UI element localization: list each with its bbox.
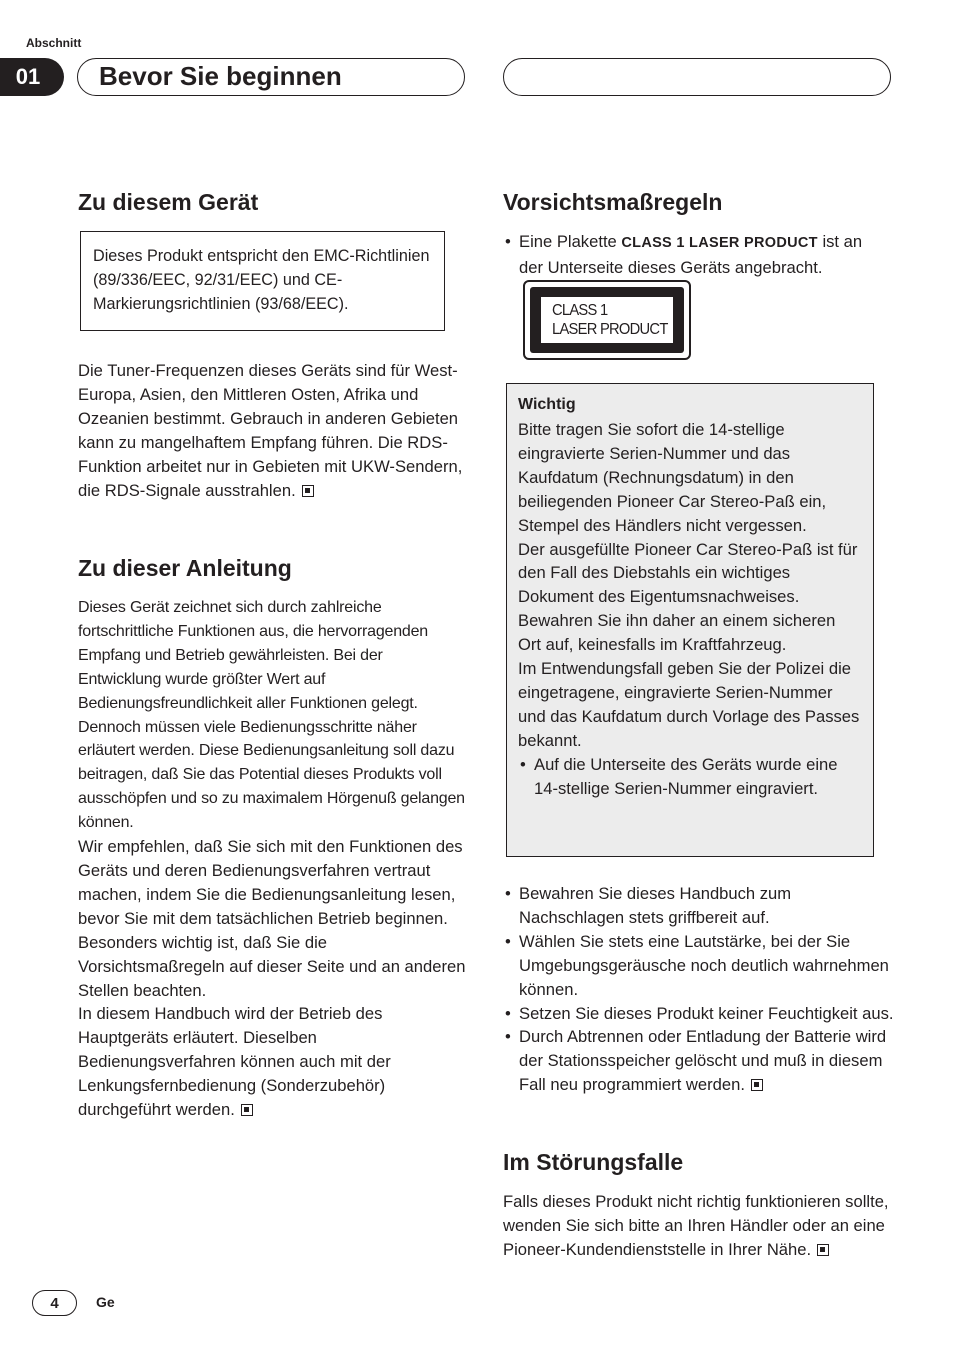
list-item: • Bewahren Sie dieses Handbuch zum Nachschlagen stets griffbereit auf. [503, 882, 895, 930]
language-code: Ge [96, 1294, 115, 1310]
bullet-text: Durch Abtrennen oder Entladung der Batterie wird der Stationsspeicher gelöscht und muß in diesem Fall neu programmiert werden. [519, 1027, 887, 1095]
laser-bullet [503, 230, 889, 280]
heading-zu-diesem-geraet: Zu diesem Gerät [78, 189, 259, 215]
list-item [503, 230, 889, 280]
important-para-3: Im Entwendungsfall geben Sie der Polizei die eingetragene, eingravierte Serien-Nummer und das Kaufdatum durch Vorlage des Passes bekannt. [518, 659, 860, 750]
trouble-text: Falls dieses Produkt nicht richtig funktionieren sollte, wenden Sie sich bitte an Ihren Händler oder an eine Pioneer-Kundendienststelle in Ihrer Nähe. [503, 1192, 889, 1259]
page-number: 4 [32, 1290, 77, 1316]
compliance-text: Dieses Produkt entspricht den EMC-Richtlinien (89/336/EEC, 92/31/EEC) und CE-Markierungsrichtlinien (93/68/EEC). [93, 247, 430, 313]
list-item: • Wählen Sie stets eine Lautstärke, bei der Sie Umgebungsgeräusche noch deutlich wahrnehmen können. [503, 930, 895, 1002]
important-title: Wichtig [518, 396, 576, 413]
trouble-paragraph [503, 1190, 893, 1262]
section-label: Abschnitt [26, 36, 82, 50]
important-para-2: Der ausgefüllte Pioneer Car Stereo-Paß ist für den Fall des Diebstahls ein wichtiges Dokument des Eigentumsnachweises. Bewahren Sie ihn daher an einem sicheren Ort auf, keinesfalls im Kraftfahrzeug. [518, 539, 858, 655]
laser-label-text [552, 301, 668, 339]
list-item: • Setzen Sie dieses Produkt keiner Feuchtigkeit aus. [503, 1002, 895, 1026]
bullet-text: ist an der Unterseite dieses Geräts angebracht. [519, 232, 863, 277]
laser-label-line1: CLASS 1 [552, 302, 608, 319]
end-mark-icon [751, 1079, 763, 1091]
important-para-1: Bitte tragen Sie sofort die 14-stellige eingravierte Serien-Nummer und das Kaufdatum (Rechnungsdatum) in den beiliegenden Pioneer Car Stereo-Paß ein, Stempel des Händlers nicht vergessen. [518, 420, 827, 535]
tuner-text: Die Tuner-Frequenzen dieses Geräts sind für West-Europa, Asien, den Mittleren Osten, Afrika und Ozeanien bestimmt. Gebrauch in anderen Gebieten kann zu mangelhaftem Empfang führen. Die RDS-Funktion arbeitet nur in Gebieten mit UKW-Sendern, die RDS-Signale ausstrahlen. [78, 361, 463, 500]
end-mark-icon [817, 1244, 829, 1256]
manual-para-3: In diesem Handbuch wird der Betrieb des Hauptgeräts erläutert. Dieselben Bedienungsverfahren können auch mit der Lenkungsfernbedienung (Sonderzubehör) durchgeführt werden. [78, 1004, 391, 1120]
laser-class-text: CLASS 1 LASER PRODUCT [621, 235, 818, 251]
important-bullet: • Auf die Unterseite des Geräts wurde eine 14-stellige Serien-Nummer eingraviert. [518, 753, 862, 801]
end-mark-icon [302, 485, 314, 497]
precautions-list [503, 882, 895, 1097]
end-mark-icon [241, 1104, 253, 1116]
empty-header-frame [503, 58, 891, 96]
laser-label-line2: LASER PRODUCT [552, 321, 668, 338]
compliance-box [80, 231, 445, 331]
bullet-text: Eine Plakette [519, 232, 622, 251]
heading-im-stoerungsfalle: Im Störungsfalle [503, 1149, 684, 1175]
important-box [506, 383, 874, 857]
page-title: Bevor Sie beginnen [99, 61, 342, 91]
manual-para-2: Wir empfehlen, daß Sie sich mit den Funktionen des Geräts und deren Bedienungsverfahren vertraut machen, indem Sie die Bedienungsanleitung lesen, bevor Sie mit dem tatsächlichen Betrieb beginnen. Besonders wichtig ist, daß Sie die Vorsichtsmaßregeln auf dieser Seite und an anderen Stellen beachten. [78, 837, 466, 1000]
manual-section [78, 596, 470, 1122]
list-item [503, 1025, 895, 1097]
tuner-paragraph [78, 359, 468, 502]
section-number-badge: 01 [0, 58, 64, 96]
heading-zu-dieser-anleitung: Zu dieser Anleitung [78, 555, 292, 581]
heading-vorsichtsmassregeln: Vorsichtsmaßregeln [503, 189, 723, 215]
manual-para-1: Dieses Gerät zeichnet sich durch zahlreiche fortschrittliche Funktionen aus, die hervorragenden Empfang und Betrieb gewährleisten. Bei der Entwicklung wurde größter Wert auf Bedienungsfreundlichkeit aller Funktionen gelegt. Dennoch müssen viele Bedienungsschritte näher erläutert werden. Diese Bedienungsanleitung soll dazu beitragen, daß Sie das Potential dieses Produkts voll ausschöpfen und so zu maximalem Hörgenuß gelangen können. [78, 599, 465, 832]
